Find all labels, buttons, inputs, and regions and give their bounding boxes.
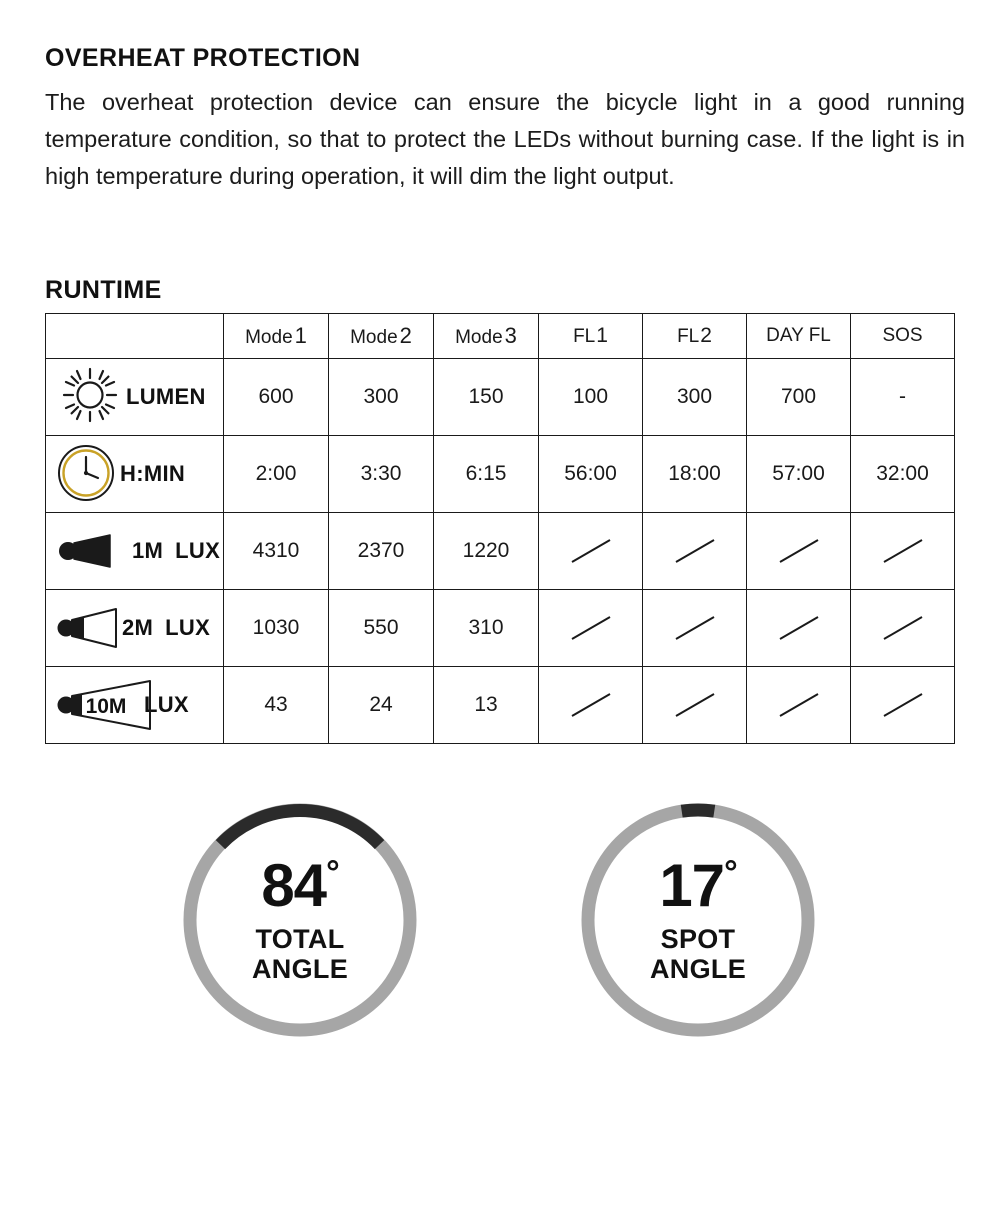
cell-lux1m-mode3: 1220 (434, 513, 539, 590)
cell-lux2m-fl2-empty (643, 590, 747, 667)
column-header-mode1 (224, 314, 329, 359)
cell-lux2m-mode3: 310 (434, 590, 539, 667)
cell-hmin-fl2: 18:00 (643, 436, 747, 513)
sun-icon (54, 365, 126, 429)
cell-lumen-fl2: 300 (643, 359, 747, 436)
beam-1m-icon (54, 528, 132, 574)
table-row-lux-1m (46, 513, 955, 590)
cell-lux10m-dayfl-empty (747, 667, 851, 744)
row-label-lux-2m-text: LUX (165, 615, 211, 640)
cell-lux2m-sos-empty (851, 590, 955, 667)
cell-lux1m-dayfl-empty (747, 513, 851, 590)
cell-hmin-dayfl: 57:00 (747, 436, 851, 513)
runtime-table-wrapper (45, 313, 955, 744)
cell-lux1m-fl2-empty (643, 513, 747, 590)
column-header-sos: SOS (851, 314, 955, 359)
clock-icon (54, 442, 120, 506)
column-header-fl2 (643, 314, 747, 359)
total-angle-value: 84 (261, 852, 327, 919)
column-header-mode3-label: Mode (455, 327, 503, 348)
spot-angle-caption-line2: ANGLE (650, 954, 746, 984)
cell-lux1m-sos-empty (851, 513, 955, 590)
column-header-fl2-label: FL (677, 326, 700, 347)
row-label-lux-1m-text: LUX (175, 538, 221, 563)
column-header-mode3-num: 3 (504, 323, 517, 348)
cell-lux2m-mode1: 1030 (224, 590, 329, 667)
spot-angle-caption-line1: SPOT (660, 924, 736, 954)
table-row-hmin (46, 436, 955, 513)
table-header-row (46, 314, 955, 359)
cell-lumen-mode1: 600 (224, 359, 329, 436)
column-header-fl1-label: FL (573, 326, 596, 347)
row-label-lux-10m (46, 667, 224, 744)
runtime-title: RUNTIME (45, 276, 162, 304)
overheat-protection-body: The overheat protection device can ensure the bicycle light in a good running temperature condition, so that to protect the LEDs without burning case. If the light is in high temperature during operation, it will dim the light output. (45, 89, 965, 189)
spot-angle-donut-svg (573, 795, 823, 1045)
total-angle-caption-line2: ANGLE (252, 954, 348, 984)
row-label-lux-10m-text: LUX (144, 692, 189, 717)
spot-angle-degree-symbol: ° (724, 854, 737, 892)
column-header-fl1 (539, 314, 643, 359)
svg-text:10M: 10M (85, 695, 127, 718)
table-corner-cell (46, 314, 224, 359)
total-angle-donut-chart (175, 795, 425, 1045)
cell-lux2m-fl1-empty (539, 590, 643, 667)
cell-lux10m-mode3: 13 (434, 667, 539, 744)
column-header-fl2-num: 2 (700, 324, 712, 347)
row-label-lumen-text: LUMEN (126, 384, 206, 409)
total-angle-donut-svg (175, 795, 425, 1045)
cell-lux1m-mode2: 2370 (329, 513, 434, 590)
column-header-mode1-num: 1 (294, 323, 307, 348)
runtime-table (45, 313, 955, 744)
cell-lux10m-fl1-empty (539, 667, 643, 744)
cell-lux1m-mode1: 4310 (224, 513, 329, 590)
cell-lumen-mode3: 150 (434, 359, 539, 436)
table-row-lumen (46, 359, 955, 436)
table-row-lux-10m (46, 667, 955, 744)
row-label-hmin-text: H:MIN (120, 461, 186, 486)
cell-hmin-mode1: 2:00 (224, 436, 329, 513)
cell-lux2m-mode2: 550 (329, 590, 434, 667)
cell-lumen-fl1: 100 (539, 359, 643, 436)
column-header-mode2 (329, 314, 434, 359)
column-header-dayfl: DAY FL (747, 314, 851, 359)
row-label-hmin (46, 436, 224, 513)
cell-lux2m-dayfl-empty (747, 590, 851, 667)
cell-hmin-fl1: 56:00 (539, 436, 643, 513)
total-angle-caption-line1: TOTAL (255, 924, 345, 954)
angle-charts (0, 780, 1000, 1080)
column-header-mode1-label: Mode (245, 327, 293, 348)
row-label-lux-1m (46, 513, 224, 590)
overheat-protection-title: OVERHEAT PROTECTION (45, 44, 361, 72)
beam-10m-icon (54, 679, 162, 731)
cell-lux10m-sos-empty (851, 667, 955, 744)
row-label-lux-1m-distance: 1M (132, 538, 164, 563)
beam-2m-icon (54, 605, 126, 651)
table-row-lux-2m (46, 590, 955, 667)
column-header-mode3 (434, 314, 539, 359)
row-label-lux-2m (46, 590, 224, 667)
column-header-mode2-num: 2 (399, 323, 412, 348)
row-label-lux-2m-distance: 2M (122, 615, 154, 640)
cell-hmin-mode2: 3:30 (329, 436, 434, 513)
cell-lux10m-mode1: 43 (224, 667, 329, 744)
spot-angle-donut-chart (573, 795, 823, 1045)
cell-hmin-sos: 32:00 (851, 436, 955, 513)
cell-lux10m-mode2: 24 (329, 667, 434, 744)
cell-hmin-mode3: 6:15 (434, 436, 539, 513)
cell-lux1m-fl1-empty (539, 513, 643, 590)
spot-angle-value: 17 (659, 852, 725, 919)
cell-lux10m-fl2-empty (643, 667, 747, 744)
cell-lumen-sos: - (851, 359, 955, 436)
cell-lumen-mode2: 300 (329, 359, 434, 436)
row-label-lumen (46, 359, 224, 436)
column-header-fl1-num: 1 (596, 324, 608, 347)
total-angle-degree-symbol: ° (326, 854, 339, 892)
column-header-mode2-label: Mode (350, 327, 398, 348)
cell-lumen-dayfl: 700 (747, 359, 851, 436)
